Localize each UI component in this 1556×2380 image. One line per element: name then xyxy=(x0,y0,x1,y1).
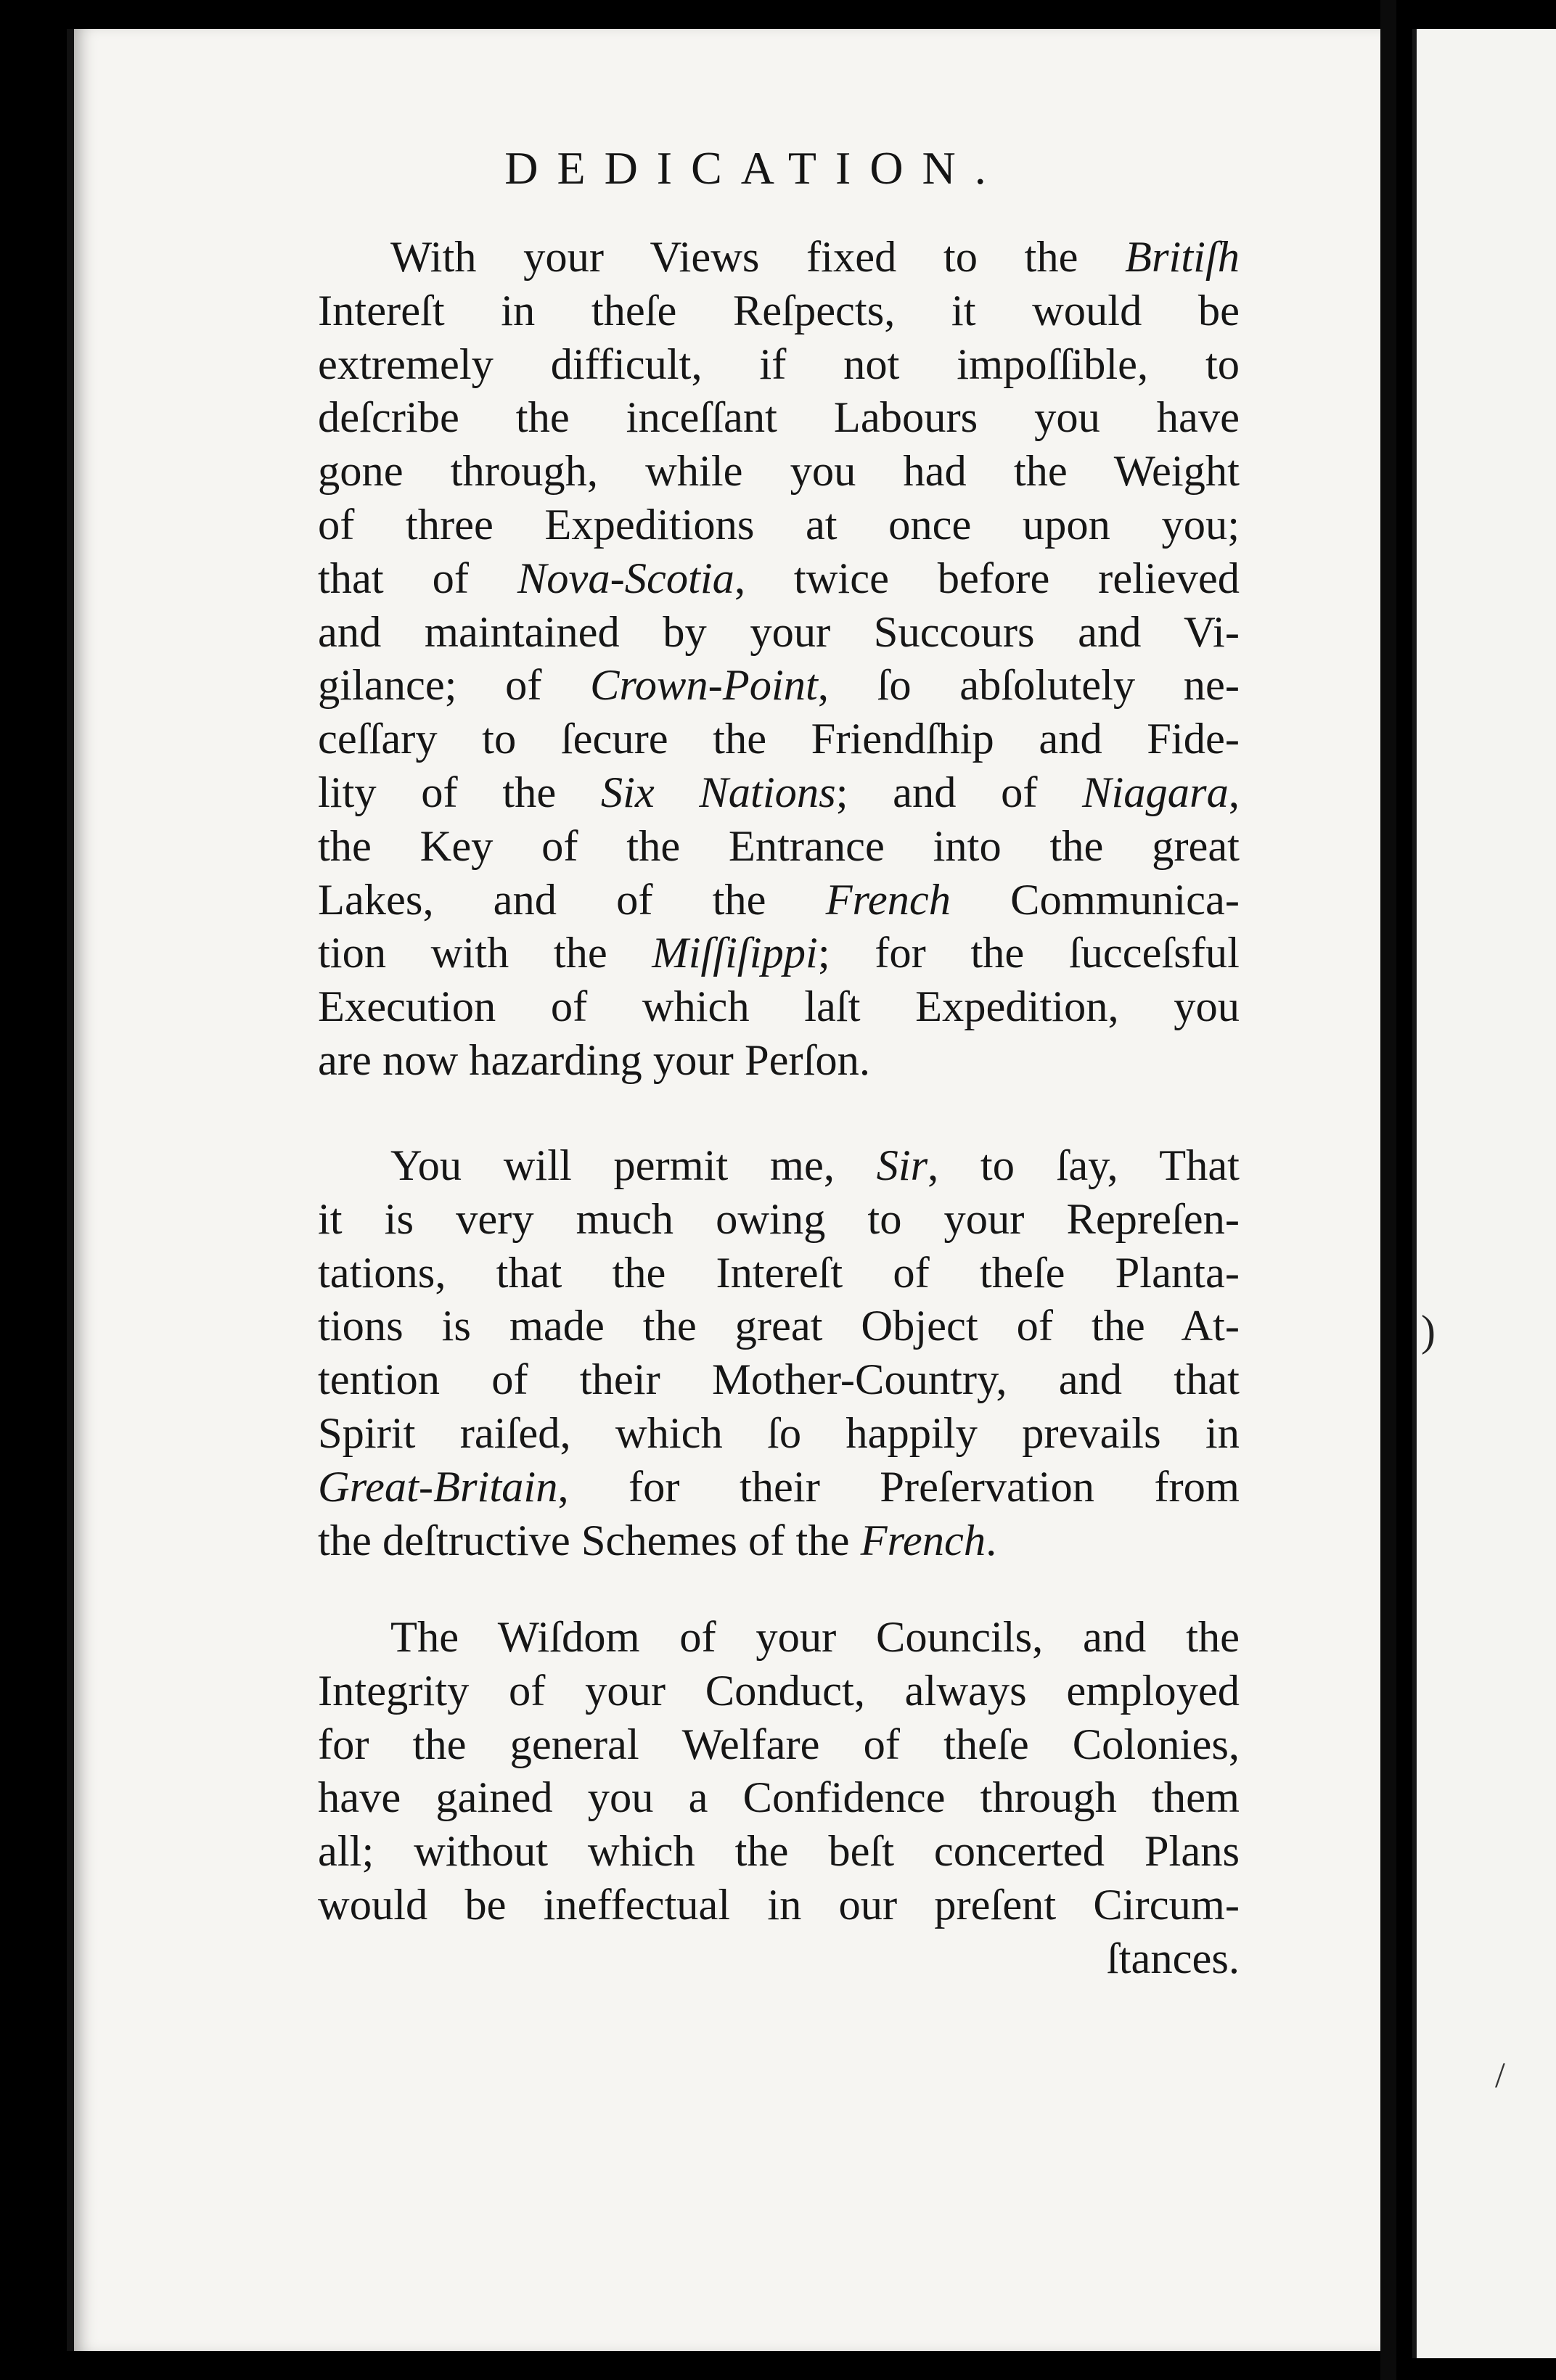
italic-text-run: Miſſiſippi xyxy=(652,929,818,978)
text-run: Communica- xyxy=(951,875,1240,924)
text-run: tention of their Mother-Country, and that xyxy=(318,1355,1240,1405)
text-run: ſtances. xyxy=(1106,1934,1240,1983)
facing-page-mark: / xyxy=(1495,2054,1505,2095)
text-run: Execution of which laſt Expedition, you xyxy=(318,982,1240,1032)
text-run: . xyxy=(986,1516,997,1565)
text-run: gone through, while you had the Weight xyxy=(318,447,1240,496)
text-run: The Wiſdom of your Councils, and the xyxy=(390,1613,1240,1662)
text-run: , to ſay, That xyxy=(928,1141,1240,1190)
text-run: ceſſary to ſecure the Friendſhip and Fide- xyxy=(318,715,1240,764)
text-run: it is very much owing to your Repreſen- xyxy=(318,1194,1240,1244)
text-line xyxy=(318,552,1240,606)
text-line xyxy=(318,391,1240,445)
text-run: extremely difficult, if not impoſſible, to xyxy=(318,340,1240,389)
italic-text-run: Crown-Point xyxy=(590,661,818,710)
text-line xyxy=(318,1718,1240,1772)
text-run: ; and of xyxy=(835,768,1083,817)
text-run: would be ineffectual in our preſent Circum- xyxy=(318,1880,1240,1929)
paragraph-3 xyxy=(318,1611,1240,1986)
text-line xyxy=(318,1139,1240,1193)
text-line xyxy=(318,1247,1240,1300)
text-run: are now hazarding your Perſon. xyxy=(318,1035,871,1085)
text-line xyxy=(318,713,1240,766)
text-run: Integrity of your Conduct, always employed xyxy=(318,1666,1240,1715)
text-run: that of xyxy=(318,554,517,603)
text-line xyxy=(318,1825,1240,1879)
facing-page xyxy=(1412,29,1556,2358)
text-run: ; for the ſucceſsful xyxy=(817,929,1240,978)
italic-text-run: Nova-Scotia xyxy=(517,554,734,603)
text-run: , xyxy=(1228,768,1240,817)
paragraph-2 xyxy=(318,1139,1240,1567)
text-run: deſcribe the inceſſant Labours you have xyxy=(318,393,1240,443)
text-line xyxy=(318,980,1240,1034)
text-run: tion with the xyxy=(318,929,652,978)
text-run: have gained you a Confidence through them xyxy=(318,1773,1240,1823)
text-line xyxy=(318,498,1240,552)
text-run: tations, that the Intereſt of theſe Planta- xyxy=(318,1248,1240,1297)
text-run: for the general Welfare of theſe Colonies, xyxy=(318,1720,1240,1769)
text-line xyxy=(318,659,1240,713)
text-line xyxy=(318,606,1240,660)
text-line xyxy=(318,1879,1240,1932)
text-line xyxy=(318,766,1240,820)
text-run: and maintained by your Succours and Vi- xyxy=(318,607,1240,657)
paragraph-1 xyxy=(318,231,1240,1088)
italic-text-run: Great-Britain xyxy=(318,1462,558,1511)
text-line xyxy=(318,284,1240,338)
text-line xyxy=(318,1300,1240,1353)
italic-text-run: Sir xyxy=(876,1141,928,1190)
italic-text-run: French xyxy=(860,1516,986,1565)
text-line xyxy=(318,1193,1240,1247)
text-run: Intereſt in theſe Reſpects, it would be xyxy=(318,286,1240,335)
text-line xyxy=(318,1514,1240,1568)
text-run: Spirit raiſed, which ſo happily prevails in xyxy=(318,1408,1240,1458)
text-run: of three Expeditions at once upon you; xyxy=(318,500,1240,549)
text-run: lity of the xyxy=(318,768,601,817)
gutter-shadow xyxy=(1380,0,1396,2380)
text-line xyxy=(318,1932,1240,1986)
text-run: the Key of the Entrance into the great xyxy=(318,821,1240,871)
text-run: tions is made the great Object of the At- xyxy=(318,1302,1240,1351)
text-line xyxy=(318,1771,1240,1825)
italic-text-run: Niagara xyxy=(1082,768,1229,817)
text-line xyxy=(318,1407,1240,1461)
text-run: all; without which the beſt concerted Plans xyxy=(318,1827,1240,1876)
text-line xyxy=(318,820,1240,874)
italic-text-run: Six Nations xyxy=(600,768,836,817)
text-line xyxy=(318,1034,1240,1088)
text-run: , for their Preſervation from xyxy=(557,1462,1240,1511)
text-line xyxy=(318,1353,1240,1407)
text-line xyxy=(318,338,1240,392)
text-line xyxy=(318,445,1240,498)
text-run: With your Views fixed to the xyxy=(390,233,1125,282)
text-run: You will permit me, xyxy=(390,1141,877,1190)
text-line xyxy=(318,231,1240,284)
page-heading: DEDICATION. xyxy=(504,142,1005,194)
italic-text-run: Britiſh xyxy=(1125,233,1240,282)
text-line xyxy=(318,1611,1240,1665)
facing-page-mark: ) xyxy=(1421,1307,1436,1355)
italic-text-run: French xyxy=(825,875,951,924)
text-run: gilance; of xyxy=(318,661,591,710)
text-run: , ſo abſolutely ne- xyxy=(817,661,1240,710)
text-line xyxy=(318,874,1240,927)
text-line xyxy=(318,1665,1240,1718)
text-line xyxy=(318,1461,1240,1514)
text-line xyxy=(318,927,1240,980)
text-run: Lakes, and of the xyxy=(318,875,826,924)
text-run: , twice before relieved xyxy=(734,554,1240,603)
text-run: the deſtructive Schemes of the xyxy=(318,1516,861,1565)
